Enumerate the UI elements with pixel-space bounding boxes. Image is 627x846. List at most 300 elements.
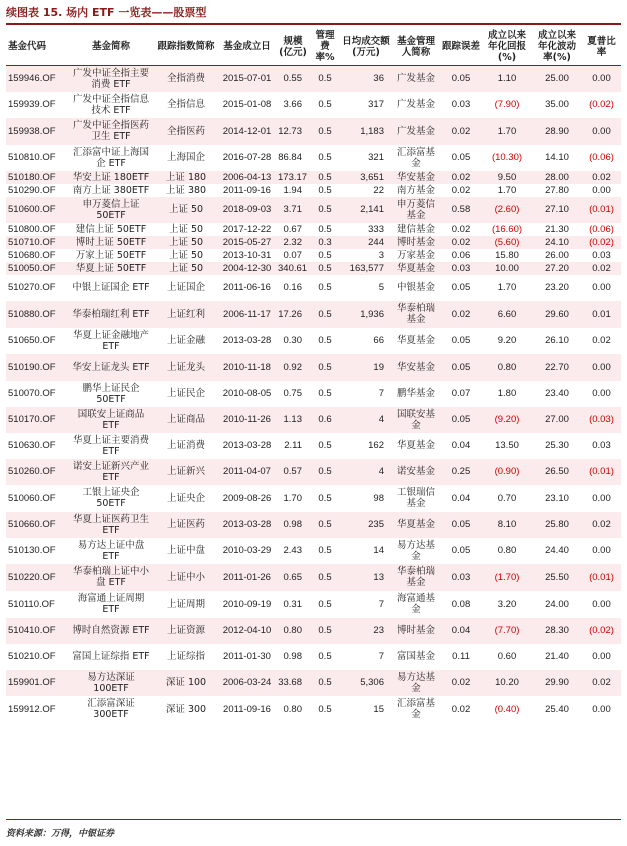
cell-sd: 23.20 <box>532 275 582 301</box>
cell-fee: 0.5 <box>310 381 340 407</box>
cell-sd: 27.20 <box>532 262 582 275</box>
cell-mgr: 华安基金 <box>392 354 440 381</box>
cell-fee: 0.5 <box>310 262 340 275</box>
cell-vol: 163,577 <box>340 262 392 275</box>
cell-sharpe: 0.00 <box>582 644 621 670</box>
cell-date: 2006-11-17 <box>218 301 276 328</box>
table-row <box>6 92 621 118</box>
cell-date: 2013-03-28 <box>218 512 276 538</box>
cell-vol: 7 <box>340 644 392 670</box>
cell-fee: 0.5 <box>310 618 340 644</box>
cell-mgr: 南方基金 <box>392 184 440 197</box>
cell-vol: 7 <box>340 591 392 618</box>
header-cell: 成立以来年化回报(%) <box>482 28 532 66</box>
cell-name: 博时上证 50ETF <box>68 236 154 249</box>
table-row <box>6 328 621 354</box>
cell-name: 万家上证 50ETF <box>68 249 154 262</box>
page-title: 续图表 15. 场内 ETF 一览表——股票型 <box>6 6 207 19</box>
table-row <box>6 301 621 328</box>
cell-fee: 0.5 <box>310 538 340 564</box>
cell-name: 工银上证央企 50ETF <box>68 485 154 512</box>
cell-index: 全指医药 <box>154 118 218 145</box>
cell-te: 0.06 <box>440 249 482 262</box>
cell-sd: 28.00 <box>532 171 582 184</box>
cell-size: 0.98 <box>276 644 310 670</box>
cell-ret: (9.20) <box>482 407 532 433</box>
cell-ret: 3.20 <box>482 591 532 618</box>
cell-code: 510660.OF <box>6 512 68 538</box>
cell-date: 2015-07-01 <box>218 66 276 92</box>
cell-sharpe: 0.03 <box>582 433 621 459</box>
source-note: 资料来源：万得，中银证券 <box>6 829 115 839</box>
cell-code: 510290.OF <box>6 184 68 197</box>
cell-fee: 0.5 <box>310 249 340 262</box>
cell-name: 华安上证 180ETF <box>68 171 154 184</box>
cell-size: 0.31 <box>276 591 310 618</box>
cell-ret: (7.70) <box>482 618 532 644</box>
cell-name: 华安上证龙头 ETF <box>68 354 154 381</box>
source-divider <box>6 819 621 820</box>
cell-vol: 5 <box>340 275 392 301</box>
cell-index: 上海国企 <box>154 145 218 171</box>
cell-size: 0.55 <box>276 66 310 92</box>
cell-mgr: 中银基金 <box>392 275 440 301</box>
cell-index: 上证 50 <box>154 236 218 249</box>
cell-code: 510710.OF <box>6 236 68 249</box>
cell-fee: 0.5 <box>310 92 340 118</box>
cell-vol: 4 <box>340 459 392 485</box>
cell-sharpe: 0.00 <box>582 538 621 564</box>
table-row <box>6 262 621 275</box>
table-row <box>6 354 621 381</box>
cell-size: 33.68 <box>276 670 310 696</box>
table-row <box>6 118 621 145</box>
cell-te: 0.58 <box>440 197 482 223</box>
table-row <box>6 512 621 538</box>
cell-name: 易方达上证中盘 ETF <box>68 538 154 564</box>
cell-sd: 35.00 <box>532 92 582 118</box>
cell-vol: 14 <box>340 538 392 564</box>
cell-name: 华夏上证主要消费 ETF <box>68 433 154 459</box>
cell-te: 0.02 <box>440 670 482 696</box>
cell-index: 上证 50 <box>154 223 218 236</box>
header-cell: 成立以来年化波动率(%) <box>532 28 582 66</box>
cell-sd: 24.10 <box>532 236 582 249</box>
cell-index: 上证金融 <box>154 328 218 354</box>
cell-fee: 0.5 <box>310 118 340 145</box>
cell-fee: 0.5 <box>310 184 340 197</box>
cell-date: 2011-09-16 <box>218 184 276 197</box>
cell-mgr: 广发基金 <box>392 66 440 92</box>
cell-name: 汇添富深证 300ETF <box>68 696 154 723</box>
cell-mgr: 万家基金 <box>392 249 440 262</box>
cell-ret: 1.10 <box>482 66 532 92</box>
table-row <box>6 171 621 184</box>
cell-date: 2011-04-07 <box>218 459 276 485</box>
cell-mgr: 工银瑞信基金 <box>392 485 440 512</box>
cell-mgr: 华泰柏瑞基金 <box>392 564 440 591</box>
cell-index: 深证 100 <box>154 670 218 696</box>
cell-date: 2011-01-26 <box>218 564 276 591</box>
title-divider <box>6 23 621 25</box>
cell-index: 上证综指 <box>154 644 218 670</box>
cell-sd: 27.00 <box>532 407 582 433</box>
cell-sd: 25.80 <box>532 512 582 538</box>
cell-date: 2015-05-27 <box>218 236 276 249</box>
header-cell: 基金管理人简称 <box>392 28 440 66</box>
header-cell: 基金简称 <box>68 28 154 66</box>
cell-size: 0.57 <box>276 459 310 485</box>
cell-code: 510800.OF <box>6 223 68 236</box>
cell-date: 2009-08-26 <box>218 485 276 512</box>
table-row <box>6 197 621 223</box>
cell-sharpe: 0.00 <box>582 118 621 145</box>
header-cell: 基金代码 <box>6 28 68 66</box>
header-cell: 跟踪指数简称 <box>154 28 218 66</box>
cell-code: 510650.OF <box>6 328 68 354</box>
cell-ret: 9.20 <box>482 328 532 354</box>
cell-ret: 0.80 <box>482 538 532 564</box>
cell-sd: 25.40 <box>532 696 582 723</box>
cell-mgr: 鹏华基金 <box>392 381 440 407</box>
cell-ret: (5.60) <box>482 236 532 249</box>
cell-sharpe: 0.00 <box>582 184 621 197</box>
cell-name: 富国上证综指 ETF <box>68 644 154 670</box>
cell-sd: 25.00 <box>532 66 582 92</box>
cell-index: 深证 300 <box>154 696 218 723</box>
cell-index: 全指消费 <box>154 66 218 92</box>
cell-te: 0.05 <box>440 512 482 538</box>
cell-mgr: 华夏基金 <box>392 328 440 354</box>
cell-index: 上证商品 <box>154 407 218 433</box>
cell-size: 2.32 <box>276 236 310 249</box>
cell-name: 华泰柏瑞红利 ETF <box>68 301 154 328</box>
cell-index: 上证 180 <box>154 171 218 184</box>
cell-sharpe: 0.03 <box>582 249 621 262</box>
cell-sharpe: (0.02) <box>582 236 621 249</box>
cell-name: 华泰柏瑞上证中小盘 ETF <box>68 564 154 591</box>
header-cell: 夏普比率 <box>582 28 621 66</box>
cell-sharpe: (0.06) <box>582 145 621 171</box>
table-body <box>6 66 621 723</box>
cell-fee: 0.5 <box>310 696 340 723</box>
cell-mgr: 易方达基金 <box>392 538 440 564</box>
cell-sharpe: 0.00 <box>582 275 621 301</box>
cell-index: 上证医药 <box>154 512 218 538</box>
cell-size: 0.75 <box>276 381 310 407</box>
cell-vol: 98 <box>340 485 392 512</box>
cell-name: 易方达深证 100ETF <box>68 670 154 696</box>
cell-date: 2013-10-31 <box>218 249 276 262</box>
cell-code: 510410.OF <box>6 618 68 644</box>
cell-sharpe: 0.00 <box>582 696 621 723</box>
cell-ret: (16.60) <box>482 223 532 236</box>
cell-size: 86.84 <box>276 145 310 171</box>
cell-ret: 0.70 <box>482 485 532 512</box>
cell-code: 510810.OF <box>6 145 68 171</box>
cell-vol: 19 <box>340 354 392 381</box>
cell-sharpe: (0.01) <box>582 197 621 223</box>
cell-name: 华夏上证医药卫生 ETF <box>68 512 154 538</box>
cell-code: 510680.OF <box>6 249 68 262</box>
cell-mgr: 华泰柏瑞基金 <box>392 301 440 328</box>
cell-fee: 0.5 <box>310 223 340 236</box>
cell-date: 2010-11-26 <box>218 407 276 433</box>
cell-mgr: 华夏基金 <box>392 262 440 275</box>
cell-mgr: 广发基金 <box>392 118 440 145</box>
cell-vol: 321 <box>340 145 392 171</box>
table-row <box>6 184 621 197</box>
cell-date: 2017-12-22 <box>218 223 276 236</box>
cell-vol: 3 <box>340 249 392 262</box>
cell-date: 2014-12-01 <box>218 118 276 145</box>
cell-size: 0.67 <box>276 223 310 236</box>
cell-name: 海富通上证周期 ETF <box>68 591 154 618</box>
cell-vol: 15 <box>340 696 392 723</box>
cell-vol: 2,141 <box>340 197 392 223</box>
cell-size: 0.80 <box>276 618 310 644</box>
table-row <box>6 485 621 512</box>
cell-vol: 66 <box>340 328 392 354</box>
cell-ret: 1.70 <box>482 275 532 301</box>
cell-ret: 8.10 <box>482 512 532 538</box>
cell-sharpe: 0.00 <box>582 485 621 512</box>
cell-sd: 26.10 <box>532 328 582 354</box>
cell-te: 0.02 <box>440 171 482 184</box>
cell-size: 2.43 <box>276 538 310 564</box>
cell-size: 0.07 <box>276 249 310 262</box>
cell-sd: 23.10 <box>532 485 582 512</box>
cell-date: 2012-04-10 <box>218 618 276 644</box>
cell-size: 1.94 <box>276 184 310 197</box>
cell-sd: 29.60 <box>532 301 582 328</box>
cell-index: 上证中小 <box>154 564 218 591</box>
cell-ret: 1.70 <box>482 118 532 145</box>
cell-vol: 4 <box>340 407 392 433</box>
cell-sd: 22.70 <box>532 354 582 381</box>
cell-date: 2013-03-28 <box>218 328 276 354</box>
cell-name: 广发中证全指主要消费 ETF <box>68 66 154 92</box>
cell-sharpe: (0.02) <box>582 92 621 118</box>
cell-te: 0.25 <box>440 459 482 485</box>
cell-size: 3.66 <box>276 92 310 118</box>
cell-mgr: 易方达基金 <box>392 670 440 696</box>
cell-vol: 5,306 <box>340 670 392 696</box>
cell-date: 2010-08-05 <box>218 381 276 407</box>
cell-size: 1.13 <box>276 407 310 433</box>
cell-code: 159901.OF <box>6 670 68 696</box>
table-row <box>6 66 621 92</box>
cell-ret: 15.80 <box>482 249 532 262</box>
cell-date: 2010-09-19 <box>218 591 276 618</box>
cell-size: 2.11 <box>276 433 310 459</box>
cell-code: 510060.OF <box>6 485 68 512</box>
cell-size: 12.73 <box>276 118 310 145</box>
cell-mgr: 海富通基金 <box>392 591 440 618</box>
cell-vol: 36 <box>340 66 392 92</box>
cell-mgr: 广发基金 <box>392 92 440 118</box>
cell-sharpe: 0.01 <box>582 301 621 328</box>
cell-sharpe: (0.01) <box>582 459 621 485</box>
cell-vol: 22 <box>340 184 392 197</box>
cell-te: 0.03 <box>440 92 482 118</box>
cell-vol: 1,183 <box>340 118 392 145</box>
cell-fee: 0.5 <box>310 485 340 512</box>
table-row <box>6 538 621 564</box>
cell-fee: 0.5 <box>310 564 340 591</box>
cell-fee: 0.5 <box>310 66 340 92</box>
cell-sharpe: 0.00 <box>582 381 621 407</box>
cell-name: 鹏华上证民企 50ETF <box>68 381 154 407</box>
cell-te: 0.03 <box>440 564 482 591</box>
cell-code: 159938.OF <box>6 118 68 145</box>
cell-index: 上证资源 <box>154 618 218 644</box>
cell-ret: 0.60 <box>482 644 532 670</box>
table-row <box>6 618 621 644</box>
table-row <box>6 696 621 723</box>
cell-mgr: 汇添富基金 <box>392 145 440 171</box>
cell-code: 510630.OF <box>6 433 68 459</box>
cell-sd: 25.30 <box>532 433 582 459</box>
cell-code: 510110.OF <box>6 591 68 618</box>
cell-ret: 9.50 <box>482 171 532 184</box>
cell-sharpe: (0.06) <box>582 223 621 236</box>
cell-sharpe: 0.00 <box>582 591 621 618</box>
header-cell: 跟踪误差 <box>440 28 482 66</box>
cell-code: 510260.OF <box>6 459 68 485</box>
cell-size: 3.71 <box>276 197 310 223</box>
cell-date: 2013-03-28 <box>218 433 276 459</box>
table-row <box>6 670 621 696</box>
cell-sharpe: 0.02 <box>582 262 621 275</box>
cell-te: 0.05 <box>440 145 482 171</box>
cell-size: 0.92 <box>276 354 310 381</box>
cell-fee: 0.6 <box>310 407 340 433</box>
table-row <box>6 407 621 433</box>
cell-index: 上证周期 <box>154 591 218 618</box>
cell-te: 0.05 <box>440 538 482 564</box>
cell-name: 中银上证国企 ETF <box>68 275 154 301</box>
cell-date: 2010-11-18 <box>218 354 276 381</box>
cell-code: 510170.OF <box>6 407 68 433</box>
cell-te: 0.11 <box>440 644 482 670</box>
cell-name: 国联安上证商品 ETF <box>68 407 154 433</box>
cell-fee: 0.5 <box>310 670 340 696</box>
cell-code: 510600.OF <box>6 197 68 223</box>
cell-index: 上证民企 <box>154 381 218 407</box>
cell-sd: 26.50 <box>532 459 582 485</box>
cell-ret: 13.50 <box>482 433 532 459</box>
cell-vol: 7 <box>340 381 392 407</box>
cell-date: 2010-03-29 <box>218 538 276 564</box>
cell-fee: 0.5 <box>310 145 340 171</box>
cell-vol: 244 <box>340 236 392 249</box>
cell-te: 0.05 <box>440 407 482 433</box>
cell-name: 华夏上证 50ETF <box>68 262 154 275</box>
cell-index: 上证红利 <box>154 301 218 328</box>
cell-size: 17.26 <box>276 301 310 328</box>
cell-index: 上证国企 <box>154 275 218 301</box>
cell-mgr: 国联安基金 <box>392 407 440 433</box>
cell-te: 0.05 <box>440 275 482 301</box>
cell-sd: 24.40 <box>532 538 582 564</box>
cell-date: 2018-09-03 <box>218 197 276 223</box>
cell-sharpe: 0.00 <box>582 354 621 381</box>
cell-te: 0.07 <box>440 381 482 407</box>
cell-vol: 1,936 <box>340 301 392 328</box>
cell-index: 上证 50 <box>154 197 218 223</box>
cell-te: 0.05 <box>440 328 482 354</box>
cell-size: 0.80 <box>276 696 310 723</box>
table-row <box>6 275 621 301</box>
cell-ret: 6.60 <box>482 301 532 328</box>
cell-sd: 23.40 <box>532 381 582 407</box>
cell-te: 0.02 <box>440 223 482 236</box>
table-row <box>6 591 621 618</box>
cell-sd: 28.90 <box>532 118 582 145</box>
cell-te: 0.02 <box>440 184 482 197</box>
cell-mgr: 申万菱信基金 <box>392 197 440 223</box>
cell-mgr: 华夏基金 <box>392 512 440 538</box>
cell-mgr: 汇添富基金 <box>392 696 440 723</box>
cell-date: 2006-03-24 <box>218 670 276 696</box>
cell-ret: (0.90) <box>482 459 532 485</box>
cell-code: 510270.OF <box>6 275 68 301</box>
cell-sd: 26.00 <box>532 249 582 262</box>
cell-te: 0.08 <box>440 591 482 618</box>
cell-vol: 3,651 <box>340 171 392 184</box>
cell-mgr: 华夏基金 <box>392 433 440 459</box>
cell-vol: 13 <box>340 564 392 591</box>
cell-code: 510220.OF <box>6 564 68 591</box>
cell-vol: 23 <box>340 618 392 644</box>
table-row <box>6 145 621 171</box>
table-row <box>6 564 621 591</box>
cell-code: 159939.OF <box>6 92 68 118</box>
cell-sd: 21.30 <box>532 223 582 236</box>
cell-mgr: 建信基金 <box>392 223 440 236</box>
cell-sharpe: (0.03) <box>582 407 621 433</box>
cell-sharpe: (0.02) <box>582 618 621 644</box>
cell-index: 上证 50 <box>154 249 218 262</box>
cell-fee: 0.5 <box>310 512 340 538</box>
cell-ret: (2.60) <box>482 197 532 223</box>
cell-sharpe: (0.01) <box>582 564 621 591</box>
cell-size: 0.30 <box>276 328 310 354</box>
cell-fee: 0.5 <box>310 275 340 301</box>
table-row <box>6 459 621 485</box>
cell-size: 1.70 <box>276 485 310 512</box>
cell-date: 2011-01-30 <box>218 644 276 670</box>
cell-mgr: 华安基金 <box>392 171 440 184</box>
cell-sd: 29.90 <box>532 670 582 696</box>
table-row <box>6 223 621 236</box>
cell-index: 上证央企 <box>154 485 218 512</box>
table-row <box>6 381 621 407</box>
cell-size: 173.17 <box>276 171 310 184</box>
cell-sd: 27.80 <box>532 184 582 197</box>
cell-fee: 0.5 <box>310 301 340 328</box>
cell-code: 510880.OF <box>6 301 68 328</box>
header-cell: 规模(亿元) <box>276 28 310 66</box>
header-cell: 基金成立日 <box>218 28 276 66</box>
cell-name: 广发中证全指医药卫生 ETF <box>68 118 154 145</box>
cell-size: 0.98 <box>276 512 310 538</box>
cell-fee: 0.5 <box>310 433 340 459</box>
cell-sharpe: 0.02 <box>582 328 621 354</box>
cell-ret: (0.40) <box>482 696 532 723</box>
cell-ret: (7.90) <box>482 92 532 118</box>
